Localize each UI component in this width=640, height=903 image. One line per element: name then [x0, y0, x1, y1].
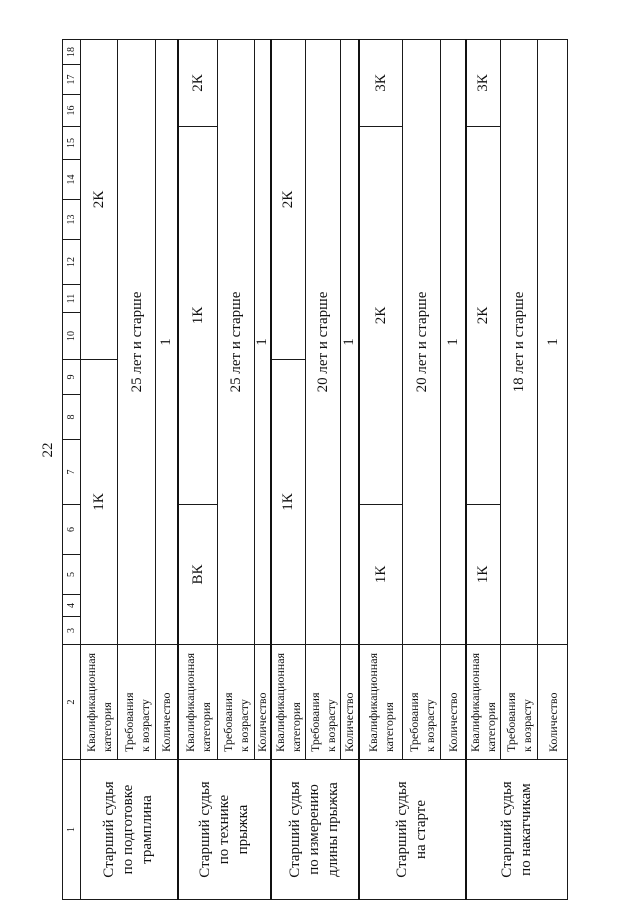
parameter-label-line: Требования	[308, 692, 322, 752]
qualification-value-cell: 3К	[466, 40, 501, 127]
parameter-label-line: Квалификационная	[468, 652, 483, 752]
role-name-line: по подготовке	[120, 784, 137, 875]
column-number: 6	[63, 505, 81, 555]
parameter-label-cell	[501, 645, 538, 760]
age-requirement-cell: 20 лет и старше	[306, 40, 341, 645]
parameter-label-cell	[156, 645, 178, 760]
parameter-label-line: Квалификационная	[273, 652, 288, 752]
role-name-line: Старший судья	[196, 781, 213, 878]
column-number: 2	[63, 645, 81, 760]
column-number: 5	[63, 555, 81, 595]
age-requirement-cell: 18 лет и старше	[501, 40, 538, 645]
parameter-label-cell	[255, 645, 271, 760]
age-requirement-cell: 20 лет и старше	[403, 40, 441, 645]
parameter-label-line: Квалификационная	[365, 652, 380, 752]
column-number: 15	[63, 127, 81, 160]
parameter-label-line: категория	[484, 702, 499, 752]
count-value-cell: 1	[341, 40, 359, 645]
parameter-label-cell	[441, 645, 466, 760]
column-number: 3	[63, 617, 81, 645]
column-number-row	[63, 40, 81, 900]
parameter-label-cell	[271, 645, 306, 760]
qualification-value-cell: 2К	[178, 40, 218, 127]
qualification-value-cell: 1К	[466, 505, 501, 645]
qualification-value-cell: 1К	[359, 505, 403, 645]
role-name-line: трамплина	[139, 795, 156, 864]
count-value-cell: 1	[441, 40, 466, 645]
parameter-label-cell	[403, 645, 441, 760]
column-number: 12	[63, 240, 81, 285]
judges-requirements-table	[62, 39, 568, 900]
role-name-line: Старший судья	[101, 781, 118, 878]
column-number: 14	[63, 160, 81, 200]
column-number: 18	[63, 40, 81, 65]
column-number: 1	[63, 760, 81, 900]
age-requirement-cell: 25 лет и старше	[218, 40, 255, 645]
parameter-label-line: Квалификационная	[182, 652, 197, 752]
column-number: 11	[63, 285, 81, 313]
qualification-value-cell: 1К	[271, 360, 306, 645]
parameter-label-cell	[466, 645, 501, 760]
table-row	[466, 40, 501, 900]
parameter-label-line: к возрасту	[422, 699, 437, 752]
parameter-label-line: Количество	[445, 692, 460, 752]
table-row	[359, 40, 403, 900]
count-value-cell: 1	[156, 40, 178, 645]
column-number: 9	[63, 360, 81, 395]
parameter-label-cell	[218, 645, 255, 760]
column-number: 13	[63, 200, 81, 240]
role-cell	[178, 760, 271, 900]
parameter-label-cell	[359, 645, 403, 760]
parameter-label-line: Количество	[545, 692, 560, 752]
column-number: 4	[63, 595, 81, 617]
role-name-line: Старший судья	[394, 781, 410, 878]
parameter-label-line: к возрасту	[520, 699, 534, 752]
role-name-line: на старте	[413, 800, 429, 860]
table-row	[178, 40, 218, 900]
role-cell	[271, 760, 359, 900]
count-value-cell: 1	[255, 40, 271, 645]
parameter-label-cell	[81, 645, 118, 760]
table-row	[271, 40, 306, 900]
parameter-label-cell	[118, 645, 156, 760]
role-name-line: по накатчикам	[517, 783, 534, 876]
parameter-label-line: Квалификационная	[84, 652, 98, 752]
column-number: 7	[63, 440, 81, 505]
parameter-label-line: Количество	[342, 692, 357, 752]
parameter-label-line: категория	[100, 702, 114, 752]
qualification-value-cell: 3К	[359, 40, 403, 127]
qualification-value-cell: 2К	[359, 127, 403, 505]
parameter-label-line: категория	[289, 702, 304, 752]
role-name-line: по технике	[215, 794, 232, 865]
table-body	[63, 40, 568, 900]
column-number: 10	[63, 313, 81, 360]
parameter-label-line: Требования	[221, 692, 235, 752]
page-number: 22	[40, 442, 56, 458]
parameter-label-cell	[306, 645, 341, 760]
parameter-label-cell	[341, 645, 359, 760]
parameter-label-line: Количество	[255, 692, 270, 752]
role-cell	[81, 760, 178, 900]
qualification-value-cell: 1К	[178, 127, 218, 505]
parameter-label-line: к возрасту	[324, 699, 338, 752]
role-cell	[466, 760, 568, 900]
role-name-line: Старший судья	[287, 781, 303, 878]
role-cell	[359, 760, 466, 900]
column-number: 16	[63, 95, 81, 127]
parameter-label-line: Требования	[504, 692, 518, 752]
count-value-cell: 1	[538, 40, 568, 645]
parameter-label-line: к возрасту	[137, 699, 152, 752]
qualification-value-cell: 1К	[81, 360, 118, 645]
qualification-value-cell: 2К	[271, 40, 306, 360]
qualification-value-cell: ВК	[178, 505, 218, 645]
parameter-label-line: Требования	[406, 692, 421, 752]
age-requirement-cell: 25 лет и старше	[118, 40, 156, 645]
role-name-line: длины прыжка	[325, 782, 341, 877]
role-name-line: по измерению	[306, 784, 322, 875]
column-number: 17	[63, 65, 81, 95]
column-number: 8	[63, 395, 81, 440]
parameter-label-line: Количество	[159, 692, 174, 752]
table-row	[81, 40, 118, 900]
parameter-label-line: категория	[381, 702, 396, 752]
qualification-value-cell: 2К	[466, 127, 501, 505]
parameter-label-line: к возрасту	[237, 699, 251, 752]
role-name-line: прыжка	[234, 804, 251, 855]
qualification-value-cell: 2К	[81, 40, 118, 360]
parameter-label-cell	[178, 645, 218, 760]
parameter-label-line: Требования	[121, 692, 136, 752]
parameter-label-line: категория	[198, 702, 213, 752]
parameter-label-cell	[538, 645, 568, 760]
role-name-line: Старший судья	[498, 781, 515, 878]
